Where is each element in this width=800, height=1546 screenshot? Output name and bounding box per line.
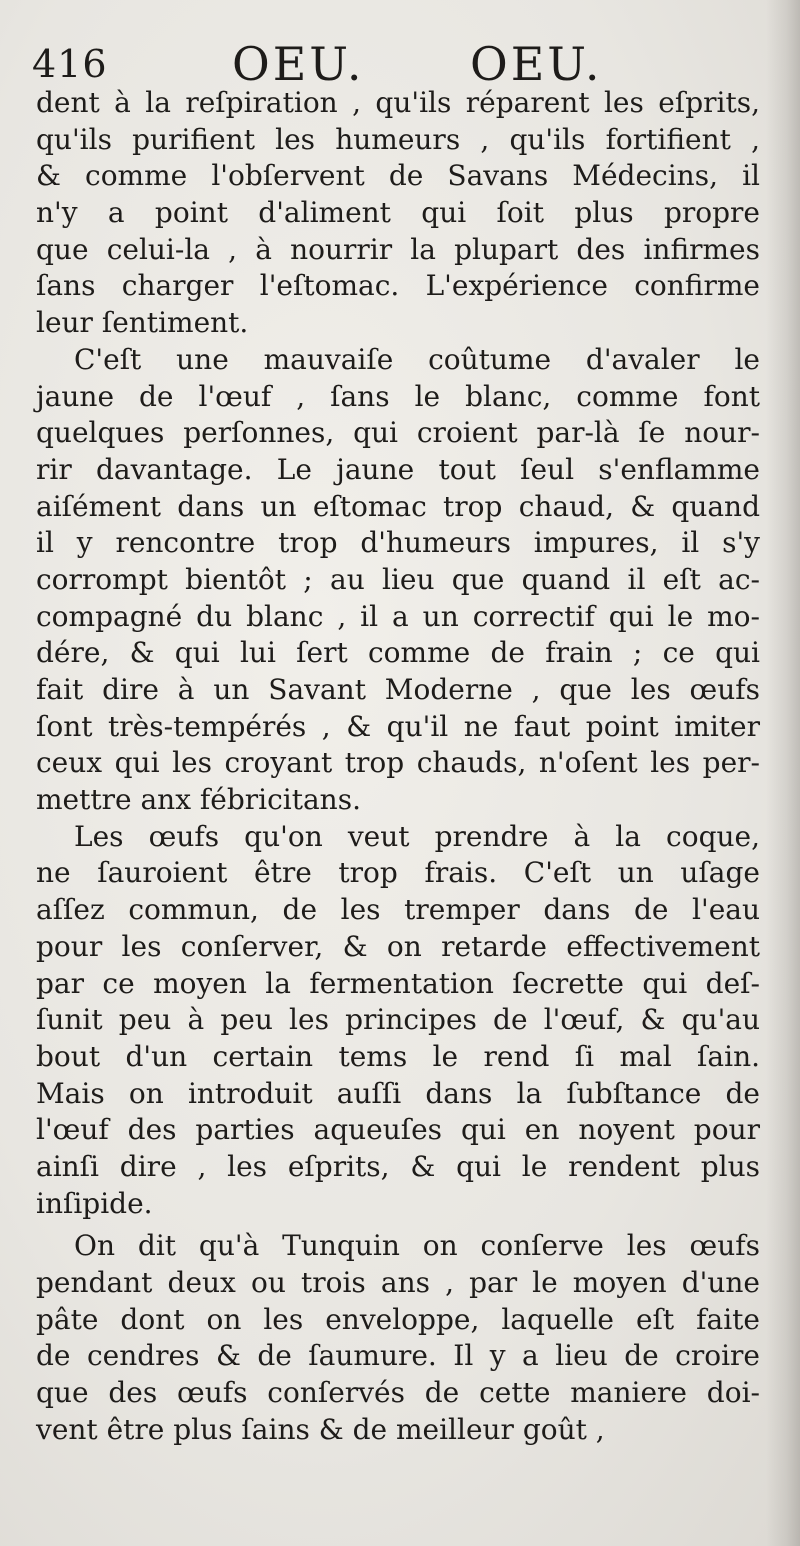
text-line: ſont très-tempérés , & qu'il ne faut point imiter [36, 709, 760, 743]
text-line: & comme l'obſervent de Savans Médecins, il [36, 159, 760, 193]
text-line: leur ſentiment. [36, 306, 249, 340]
text-line: compagné du blanc , il a un correctif qui le mo- [36, 599, 760, 633]
paragraph [36, 819, 760, 1223]
text-line: quelques perſonnes, qui croient par-là ſe nour- [36, 416, 760, 450]
text-line: fait dire à un Savant Moderne , que les œufs [36, 673, 760, 706]
text-line: pour les conſerver, & on retarde effectivement [36, 929, 760, 963]
text-line: par ce moyen la fermentation ſecrette qui deſ- [36, 966, 760, 1000]
text-line: Mais on introduit auſſi dans la ſubſtance de [36, 1076, 760, 1110]
body-text [36, 85, 760, 1448]
paragraph [36, 85, 760, 342]
text-line: l'œuf des parties aqueuſes qui en noyent pour [36, 1113, 760, 1147]
page-edge-shadow [766, 0, 800, 1546]
text-line: dent à la reſpiration , qu'ils réparent les eſprits, [36, 86, 760, 119]
running-head-left: OEU. [232, 37, 365, 91]
text-line: de cendres & de ſaumure. Il y a lieu de croire [36, 1339, 760, 1373]
text-line: qu'ils purifient les humeurs , qu'ils fortifient , [36, 122, 760, 156]
text-line: On dit qu'à Tunquin on conſerve les œufs [74, 1229, 760, 1263]
running-head-right: OEU. [470, 37, 603, 91]
text-line: ſans charger l'eſtomac. L'expérience confirme [36, 269, 760, 303]
text-line: pendant deux ou trois ans , par le moyen d'une [36, 1266, 760, 1299]
text-line: mettre anx fébricitans. [36, 783, 361, 817]
text-line: il y rencontre trop d'humeurs impures, il s'y [36, 526, 760, 560]
text-line: jaune de l'œuf , ſans le blanc, comme font [36, 379, 760, 413]
text-line: inſipide. [36, 1186, 153, 1220]
paragraph [36, 1228, 760, 1448]
text-line: que des œufs conſervés de cette maniere doi- [36, 1376, 760, 1410]
text-line: rir davantage. Le jaune tout ſeul s'enflamme [36, 452, 760, 486]
text-line: bout d'un certain tems le rend ſi mal ſain. [36, 1039, 760, 1073]
page-number: 416 [32, 42, 108, 86]
text-line: dére, & qui lui ſert comme de frain ; ce qui [36, 636, 760, 670]
paragraph [36, 342, 760, 819]
text-line: pâte dont on les enveloppe, laquelle eſt faite [36, 1302, 760, 1336]
text-line: aſſez commun, de les tremper dans de l'eau [36, 893, 760, 927]
text-line: n'y a point d'aliment qui ſoit plus propre [36, 196, 760, 230]
text-line: ſunit peu à peu les principes de l'œuf, & qu'au [36, 1003, 760, 1037]
text-line: que celui-la , à nourrir la plupart des infirmes [36, 232, 760, 266]
text-line: C'eſt une mauvaiſe coûtume d'avaler le [74, 342, 760, 376]
text-line: ceux qui les croyant trop chauds, n'oſent les per- [36, 746, 760, 780]
text-line: ne ſauroient être trop frais. C'eſt un uſage [36, 856, 760, 890]
text-line: ainſi dire , les eſprits, & qui le rendent plus [36, 1149, 760, 1183]
text-line: Les œufs qu'on veut prendre à la coque, [74, 819, 760, 853]
text-line: vent être plus ſains & de meilleur goût , [36, 1412, 605, 1446]
text-line: corrompt bientôt ; au lieu que quand il eſt ac- [36, 562, 760, 596]
text-line: aiſément dans un eſtomac trop chaud, & quand [36, 489, 760, 523]
